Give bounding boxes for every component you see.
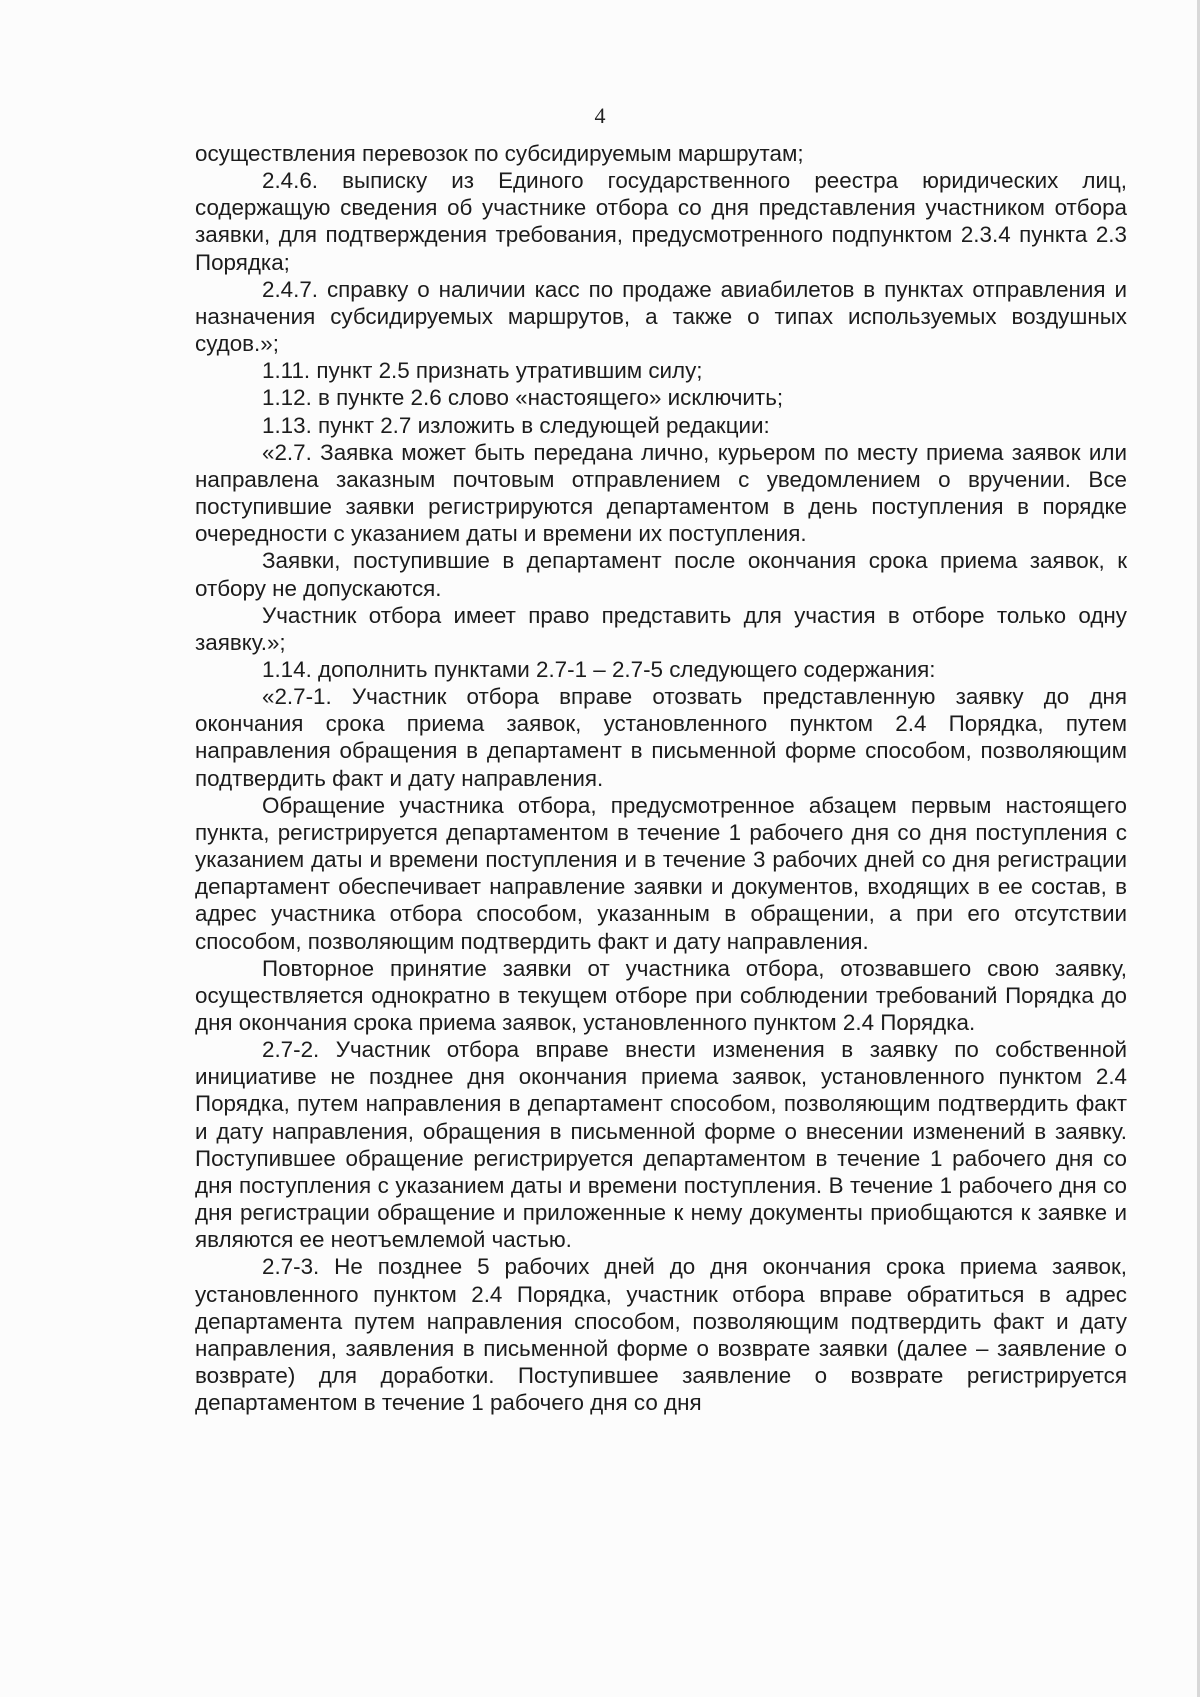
document-body <box>195 140 1127 1416</box>
paragraph-2-7-1-registration: Обращение участника отбора, предусмотренное абзацем первым настоящего пункта, регистрируется департаментом в течение 1 рабочего дня со дня поступления с указанием даты и времени поступления и в течение 3 рабочих дней со дня регистрации департамент обеспечивает направление заявки и документов, входящих в ее состав, в адрес участника отбора способом, указанным в обращении, а при его отсутствии способом, позволяющим подтвердить факт и дату направления. <box>195 792 1127 954</box>
paragraph-1-13: 1.13. пункт 2.7 изложить в следующей редакции: <box>262 412 770 438</box>
paragraph-2-7-one-application: Участник отбора имеет право представить для участия в отборе только одну заявку.»; <box>195 602 1127 655</box>
paragraph-1-11: 1.11. пункт 2.5 признать утратившим силу; <box>262 358 703 384</box>
paragraph-2-7-late-applications: Заявки, поступившие в департамент после окончания срока приема заявок, к отбору не допускаются. <box>195 548 1127 601</box>
paragraph-2-7: «2.7. Заявка может быть передана лично, курьером по месту приема заявок или направлена заказным почтовым отправлением с уведомлением о вручении. Все поступившие заявки регистрируются департаментом в день поступления в порядке очередности с указанием даты и времени их поступления. <box>195 439 1127 547</box>
paragraph-1-14: 1.14. дополнить пунктами 2.7-1 – 2.7-5 следующего содержания: <box>262 656 936 682</box>
paragraph-2-4-7: 2.4.7. справку о наличии касс по продаже авиабилетов в пунктах отправления и назначения субсидируемых маршрутов, а также о типах используемых воздушных судов.»; <box>195 276 1127 357</box>
paragraph-2-7-3: 2.7-3. Не позднее 5 рабочих дней до дня окончания срока приема заявок, установленного пунктом 2.4 Порядка, участник отбора вправе обратиться в адрес департамента путем направления способом, позволяющим подтвердить факт и дату направления, заявления в письменной форме о возврате заявки (далее – заявление о возврате) для доработки. Поступившее заявление о возврате регистрируется департаментом в течение 1 рабочего дня со дня <box>195 1254 1127 1416</box>
paragraph-2-7-1-resubmission: Повторное принятие заявки от участника отбора, отозвавшего свою заявку, осуществляется однократно в текущем отборе при соблюдении требований Порядка до дня окончания срока приема заявок, установленного пунктом 2.4 Порядка. <box>195 955 1127 1035</box>
page-number: 4 <box>594 103 606 128</box>
paragraph-1-12: 1.12. в пункте 2.6 слово «настоящего» исключить; <box>262 385 784 411</box>
paragraph-continuation: осуществления перевозок по субсидируемым маршрутам; <box>195 141 804 166</box>
paragraph-2-7-1: «2.7-1. Участник отбора вправе отозвать представленную заявку до дня окончания срока приема заявок, установленного пунктом 2.4 Порядка, путем направления обращения в департамент в письменной форме способом, позволяющим подтвердить факт и дату направления. <box>195 684 1127 791</box>
paragraph-2-7-2: 2.7-2. Участник отбора вправе внести изменения в заявку по собственной инициативе не позднее дня окончания приема заявок, установленного пунктом 2.4 Порядка, путем направления в департамент способом, позволяющим подтвердить факт и дату направления, обращения в письменной форме о внесении изменений в заявку. Поступившее обращение регистрируется департаментом в течение 1 рабочего дня со дня поступления с указанием даты и времени поступления. В течение 1 рабочего дня со дня регистрации обращение и приложенные к нему документы приобщаются к заявке и являются ее неотъемлемой частью. <box>195 1037 1127 1253</box>
paragraph-2-4-6: 2.4.6. выписку из Единого государственного реестра юридических лиц, содержащую сведения об участнике отбора со дня представления участником отбора заявки, для подтверждения требования, предусмотренного подпунктом 2.3.4 пункта 2.3 Порядка; <box>195 168 1127 275</box>
